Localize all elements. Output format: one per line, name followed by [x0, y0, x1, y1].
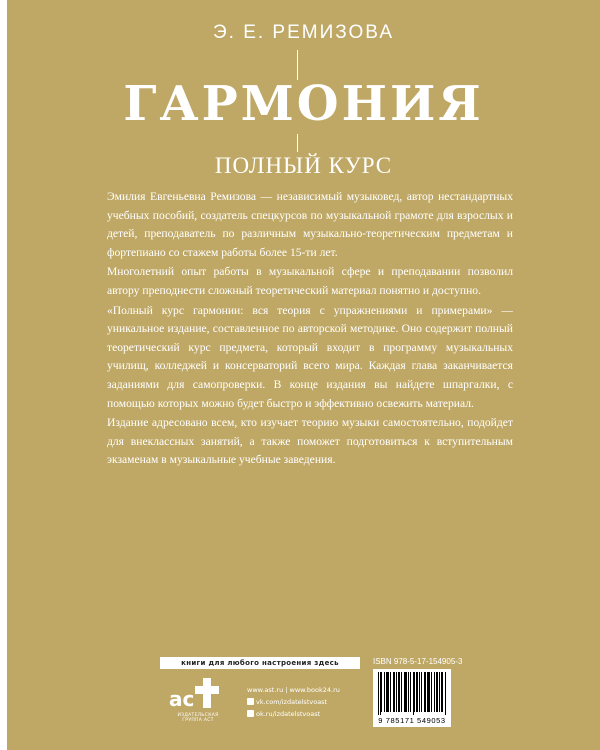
barcode-bar [427, 672, 428, 712]
book-description [107, 188, 513, 470]
barcode-bar [398, 672, 399, 712]
barcode-bar [386, 672, 387, 712]
publisher-links [247, 684, 340, 720]
barcode-number: 9 785171 549053 [378, 716, 446, 725]
ast-logo-icon [167, 676, 227, 710]
barcode-bar [410, 672, 411, 712]
barcode-bar [384, 672, 385, 712]
publisher-caption: ИЗДАТЕЛЬСКАЯ ГРУППА АСТ [177, 713, 219, 723]
barcode [373, 669, 451, 727]
barcode-bar [425, 672, 426, 712]
barcode-bar [424, 672, 425, 712]
description-paragraph: Эмилия Евгеньевна Ремизова — независимый музыковед, автор нестандартных учебных пособий, создатель спецкурсов по музыкальной грамоте для взрослых и детей, преподаватель по различным музыкально-теоретическим предметам и фортепиано со стажем работы более 15-ти лет. [107, 190, 513, 259]
barcode-bar [413, 672, 414, 715]
barcode-bar [408, 672, 409, 712]
barcode-bar [421, 672, 422, 712]
slogan-strip: книги для любого настроения здесь [160, 657, 360, 669]
barcode-bar [380, 672, 381, 715]
vk-link-row[interactable] [247, 696, 340, 708]
barcode-bar [416, 672, 417, 712]
barcode-bar [390, 672, 391, 712]
author-name: Э. Е. РЕМИЗОВА [212, 22, 395, 43]
description-paragraph: Издание адресовано всем, кто изучает теорию музыки самостоятельно, подойдет для внеклассных занятий, а также поможет подготовиться к вступительным экзаменам в музыкальные учебные заведения. [107, 416, 513, 467]
website-links[interactable]: www.ast.ru | www.book24.ru [247, 686, 340, 694]
ok-link[interactable]: ok.ru/izdatelstvoast [256, 710, 321, 718]
barcode-bar [393, 672, 394, 712]
barcode-bar [388, 672, 389, 712]
isbn: ISBN 978-5-17-154905-3 [373, 657, 463, 666]
barcode-bar [404, 672, 405, 712]
barcode-bar [381, 672, 382, 712]
barcode-bar [406, 672, 407, 712]
barcode-bar [394, 672, 395, 712]
barcode-bar [442, 672, 443, 712]
middle-divider [297, 134, 298, 152]
ok-icon [247, 710, 254, 717]
barcode-bar [396, 672, 397, 712]
description-paragraph: Многолетний опыт работы в музыкальной сфере и преподавании позволил автору преподнести сложный теоретический материал понятно и доступно. [107, 265, 513, 297]
barcode-bars [378, 672, 446, 715]
svg-text:ас: ас [169, 687, 195, 710]
barcode-bar [417, 672, 418, 712]
barcode-bar [429, 672, 430, 712]
vk-link[interactable]: vk.com/izdatelstvoast [256, 698, 328, 706]
barcode-bar [445, 672, 446, 715]
description-paragraph: «Полный курс гармонии: вся теория с упражнениями и примерами» — уникальное издание, составленное по авторской методике. Оно содержит полный теоретический курс предмета, который входит в программу музыкальных училищ, колледжей и консерваторий всего мира. Каждая глава заканчивается заданиями для самопроверки. В конце издания вы найдете шпаргалки, с помощью которых можно будет быстро и эффективно освежить материал. [107, 303, 513, 410]
barcode-bar [387, 672, 388, 712]
barcode-bar [414, 672, 415, 712]
barcode-bar [419, 672, 420, 712]
barcode-bar [378, 672, 379, 715]
vk-icon [247, 698, 254, 705]
barcode-bar [434, 672, 435, 712]
barcode-bar [405, 672, 406, 712]
barcode-bar [428, 672, 429, 712]
barcode-bar [439, 672, 440, 712]
back-cover [7, 0, 600, 750]
barcode-bar [436, 672, 437, 712]
barcode-bar [401, 672, 402, 712]
barcode-bar [399, 672, 400, 712]
barcode-bar [441, 672, 442, 712]
barcode-bar [437, 672, 438, 712]
publisher-logo [167, 676, 229, 724]
book-subtitle: ПОЛНЫЙ КУРС [214, 153, 393, 178]
ok-link-row[interactable] [247, 708, 340, 720]
book-title: ГАРМОНИЯ [123, 76, 484, 132]
barcode-bar [431, 672, 432, 712]
